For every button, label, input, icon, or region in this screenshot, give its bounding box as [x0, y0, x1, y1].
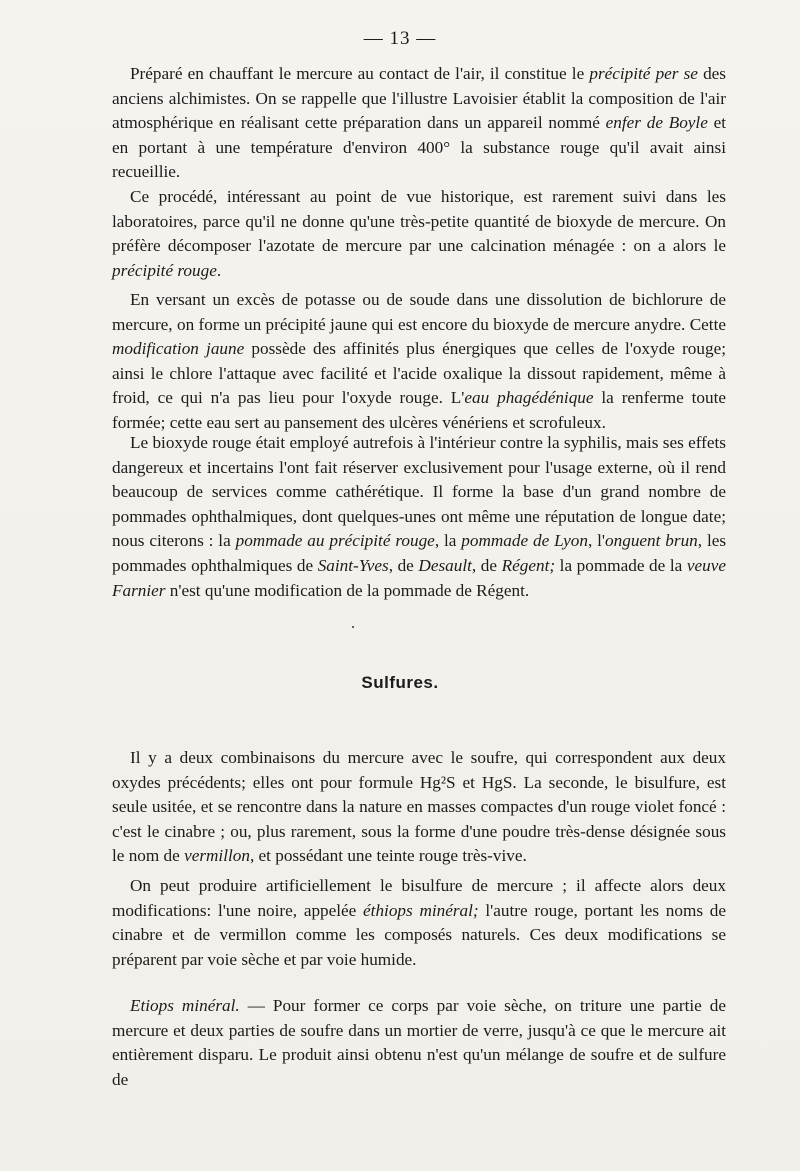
- paragraph-text: [112, 185, 726, 283]
- text-run: On peut produire artificiellement le bisulfure de mercure ; il affecte alors deux modifications: l'une noire, appelée: [112, 876, 726, 920]
- paragraph-text: [112, 874, 726, 972]
- paragraph-text: [112, 994, 726, 1092]
- italic-run: précipité rouge: [112, 260, 217, 280]
- paragraph-text: [112, 288, 726, 436]
- italic-run: vermillon: [184, 846, 250, 866]
- paragraph-text: [112, 62, 726, 185]
- page-number: — 13 —: [363, 28, 437, 49]
- text-run: la pommade de la: [555, 555, 687, 575]
- text-run: des anciens alchimistes. On se rappelle que l'illustre Lavoisier établit la composition de l'air atmosphérique en réalisant cette préparation dans un appareil nommé: [112, 64, 726, 133]
- text-run: l'autre rouge, portant les noms de cinabre et de vermillon comme les composés naturels. Ces deux modifications se préparent par voie sèche et par voie humide.: [112, 900, 726, 969]
- text-run: , les pommades ophthalmiques de: [112, 531, 727, 575]
- text-run: , l': [587, 531, 606, 551]
- text-run: , de: [388, 555, 419, 575]
- section-heading: Sulfures.: [361, 673, 439, 692]
- italic-run: veuve Farnier: [112, 555, 726, 600]
- italic-run: éthiops minéral;: [363, 900, 479, 920]
- section-paragraph-2: [112, 874, 726, 972]
- italic-run: modification jaune: [112, 339, 245, 359]
- section-paragraph-1: [112, 746, 726, 869]
- italic-run: Régent;: [501, 555, 556, 575]
- text-run: — Pour former ce corps par voie sèche, on triture une partie de mercure et deux parties de soufre dans un mortier de verre, jusqu'à ce que le mercure ait entièrement disparu. Le produit ainsi obtenu n'est qu'un mélange de soufre et de sulfure de: [112, 996, 726, 1089]
- text-run: possède des affinités plus énergiques que celles de l'oxyde rouge; ainsi le chlore l'attaque avec facilité et l'acide oxalique la dissout rapidement, même à froid, ce qui n'a pas lieu pour l'oxyde rouge. L': [112, 339, 726, 408]
- italic-run: Desault: [418, 555, 472, 575]
- italic-run: onguent brun: [605, 531, 698, 551]
- text-run: la renferme toute formée; cette eau sert au pansement des ulcères vénériens et scrofuleux.: [112, 388, 726, 432]
- italic-run: eau phagédénique: [464, 388, 594, 408]
- paragraph-text: [112, 746, 726, 869]
- paragraph-text: [112, 431, 726, 603]
- text-run: .: [216, 260, 222, 280]
- separator-dot: [352, 626, 354, 628]
- text-run: Le bioxyde rouge était employé autrefois à l'intérieur contre la syphilis, mais ses effets dangereux et incertains l'ont fait réserver exclusivement pour l'usage externe, où il rend beaucoup de services comme cathérétique. Il forme la base d'un grand nombre de pommades ophthalmiques, dont quelques-unes ont même une réputation de longue date; nous citerons : la: [112, 433, 726, 551]
- text-run: En versant un excès de potasse ou de soude dans une dissolution de bichlorure de mercure, on forme un précipité jaune qui est encore du bioxyde de mercure anydre. Cette: [112, 290, 726, 334]
- paragraph-3: [112, 288, 726, 436]
- italic-run: pommade de Lyon: [461, 531, 588, 551]
- text-run: , la: [434, 531, 462, 551]
- paragraph-4: [112, 431, 726, 603]
- text-run: , de: [471, 555, 502, 575]
- italic-run: enfer de Boyle: [605, 113, 708, 133]
- section-paragraph-3: [112, 994, 726, 1092]
- italic-run: Etiops minéral.: [130, 996, 240, 1015]
- italic-run: pommade au précipité rouge: [235, 531, 435, 551]
- text-run: et en portant à une température d'environ 400° la substance rouge qu'il avait ainsi recueillie.: [112, 113, 726, 182]
- text-run: , et possédant une teinte rouge très-vive.: [249, 846, 527, 866]
- text-run: Ce procédé, intéressant au point de vue historique, est rarement suivi dans les laboratoires, parce qu'il ne donne qu'une très-petite quantité de bioxyde de mercure. On préfère décomposer l'azotate de mercure par une calcination ménagée : on a alors le: [112, 187, 726, 256]
- paragraph-2: [112, 185, 726, 283]
- text-run: n'est qu'une modification de la pommade de Régent.: [165, 580, 530, 600]
- text-run: Il y a deux combinaisons du mercure avec le soufre, qui correspondent aux deux oxydes précédents; elles ont pour formule Hg²S et HgS. La seconde, le bisulfure, est seule usitée, et se rencontre dans la nature en masses compactes d'un rouge violet foncé : c'est le cinabre ; ou, plus rarement, sous la forme d'une poudre très-dense désignée sous le nom de: [112, 748, 726, 866]
- italic-run: précipité per se: [589, 64, 698, 83]
- text-run: Préparé en chauffant le mercure au contact de l'air, il constitue le: [130, 64, 590, 83]
- paragraph-1: [112, 62, 726, 185]
- italic-run: Saint-Yves: [317, 555, 389, 575]
